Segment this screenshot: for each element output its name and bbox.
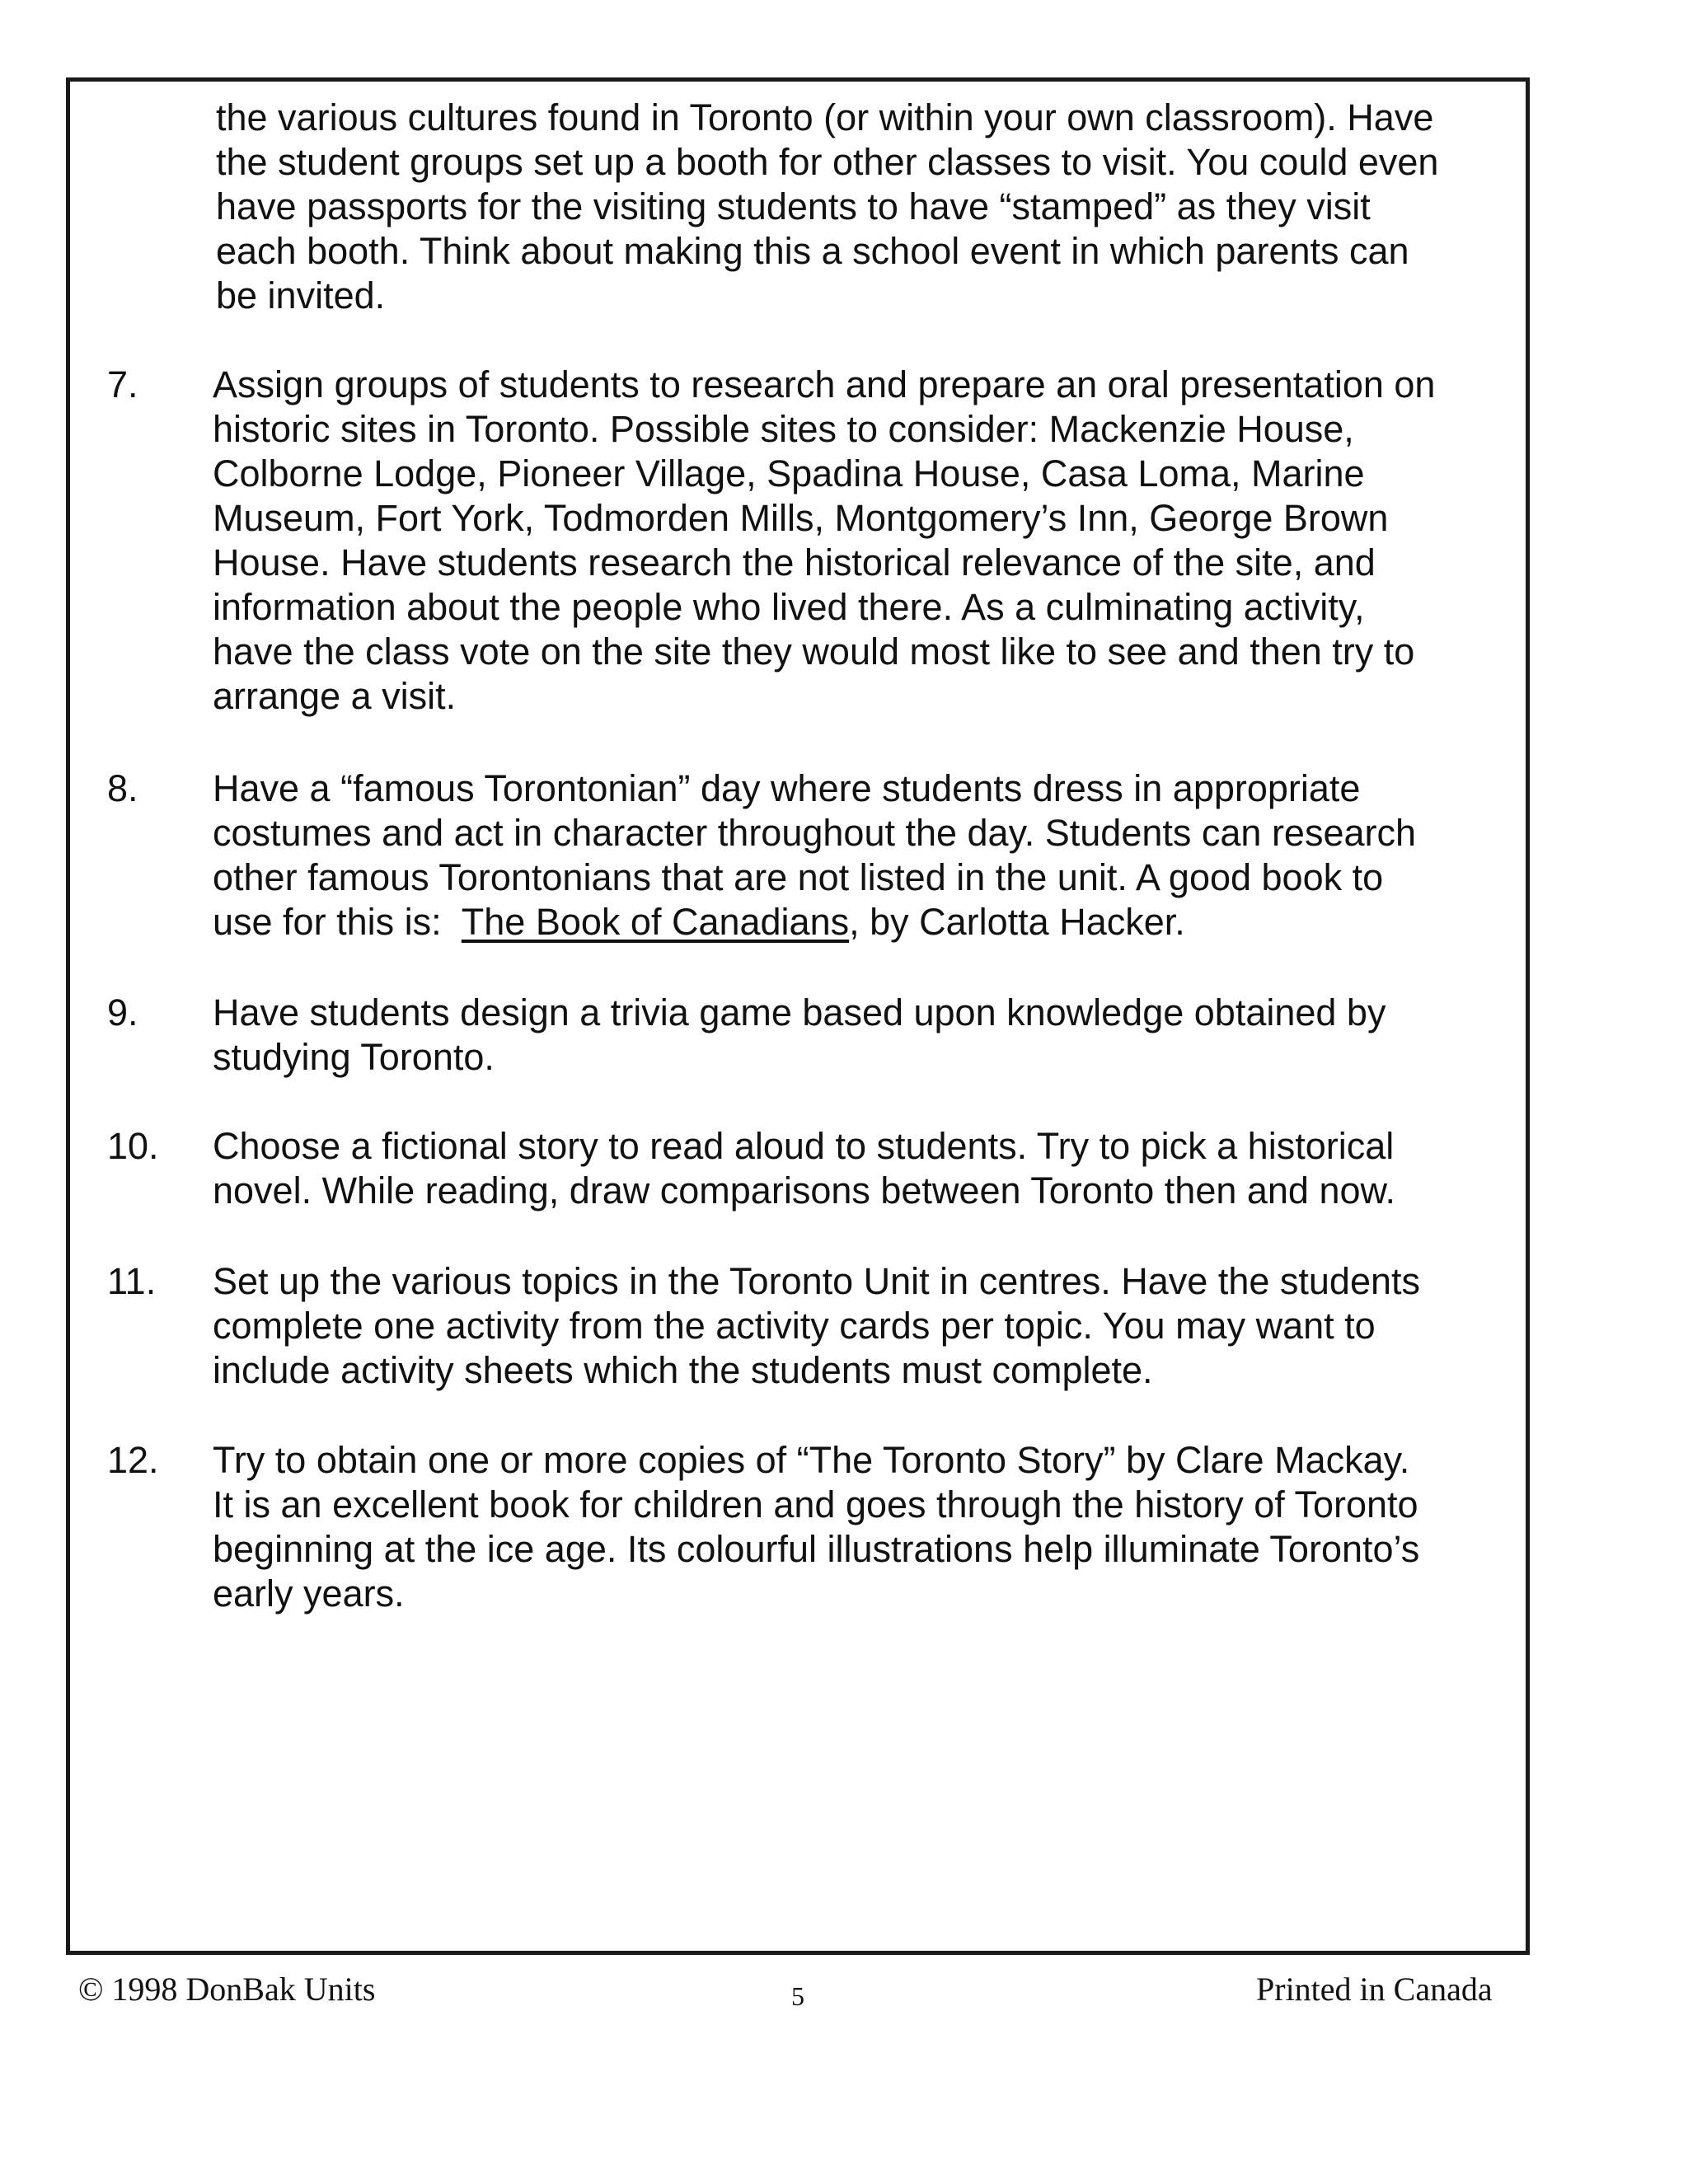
text-line: the student groups set up a booth for other classes to visit. You could even [216,141,1439,183]
text-line: Colborne Lodge, Pioneer Village, Spadina House, Casa Loma, Marine [213,452,1365,494]
text-line: beginning at the ice age. Its colourful illustrations help illuminate Toronto’s [213,1528,1420,1570]
text-line: Set up the various topics in the Toronto Unit in centres. Have the students [213,1260,1421,1302]
text-line: Try to obtain one or more copies of “The Toronto Story” by Clare Mackay. [213,1439,1410,1481]
book-title: The Book of Canadians [461,901,850,943]
text-line: novel. While reading, draw comparisons between Toronto then and now. [213,1169,1396,1212]
text-line-with-title [213,900,1507,944]
text-line: costumes and act in character throughout the day. Students can research [213,812,1417,854]
text-line: the various cultures found in Toronto (or within your own classroom). Have [216,96,1434,138]
footer-page-number: 5 [791,1981,804,2011]
text-line: arrange a visit. [213,675,457,717]
item-number: 9. [107,991,138,1033]
text-line: have passports for the visiting students to have “stamped” as they visit [216,185,1371,227]
intro-paragraph [216,96,1502,318]
text-line: studying Toronto. [213,1036,495,1078]
item-number: 7. [107,363,138,405]
item-text [213,991,1507,1080]
text-line: information about the people who lived there. As a culminating activity, [213,586,1365,628]
text-line: Have a “famous Torontonian” day where students dress in appropriate [213,767,1361,809]
item-number: 10. [107,1125,159,1167]
item-text [213,363,1507,719]
item-text [213,1259,1507,1393]
text-line: Choose a fictional story to read aloud to students. Try to pick a historical [213,1125,1395,1167]
text-line: Assign groups of students to research and prepare an oral presentation on [213,363,1436,405]
item-number: 11. [107,1260,157,1302]
text-line: each booth. Think about making this a school event in which parents can [216,230,1409,272]
footer-printed: Printed in Canada [1256,1971,1493,2008]
item-number: 8. [107,767,138,809]
item-text [213,766,1507,944]
text-line: historic sites in Toronto. Possible sites to consider: Mackenzie House, [213,408,1354,450]
text-line: complete one activity from the activity cards per topic. You may want to [213,1305,1376,1347]
text-line: Museum, Fort York, Todmorden Mills, Montgomery’s Inn, George Brown [213,497,1389,539]
text-line: It is an excellent book for children and goes through the history of Toronto [213,1483,1418,1526]
text-line: Have students design a trivia game based upon knowledge obtained by [213,991,1386,1033]
item-number: 12. [107,1439,159,1481]
footer-copyright: © 1998 DonBak Units [78,1971,376,2008]
text-line: other famous Torontonians that are not listed in the unit. A good book to [213,856,1384,898]
text-line: include activity sheets which the students must complete. [213,1349,1153,1391]
text-line: House. Have students research the historical relevance of the site, and [213,541,1376,583]
item-text [213,1124,1507,1213]
text-line: early years. [213,1572,405,1615]
text-line: be invited. [216,274,386,316]
text-fragment: use for this is: [213,901,462,943]
text-fragment: , by Carlotta Hacker. [849,901,1185,943]
item-text [213,1438,1507,1616]
text-line: have the class vote on the site they would most like to see and then try to [213,630,1415,673]
